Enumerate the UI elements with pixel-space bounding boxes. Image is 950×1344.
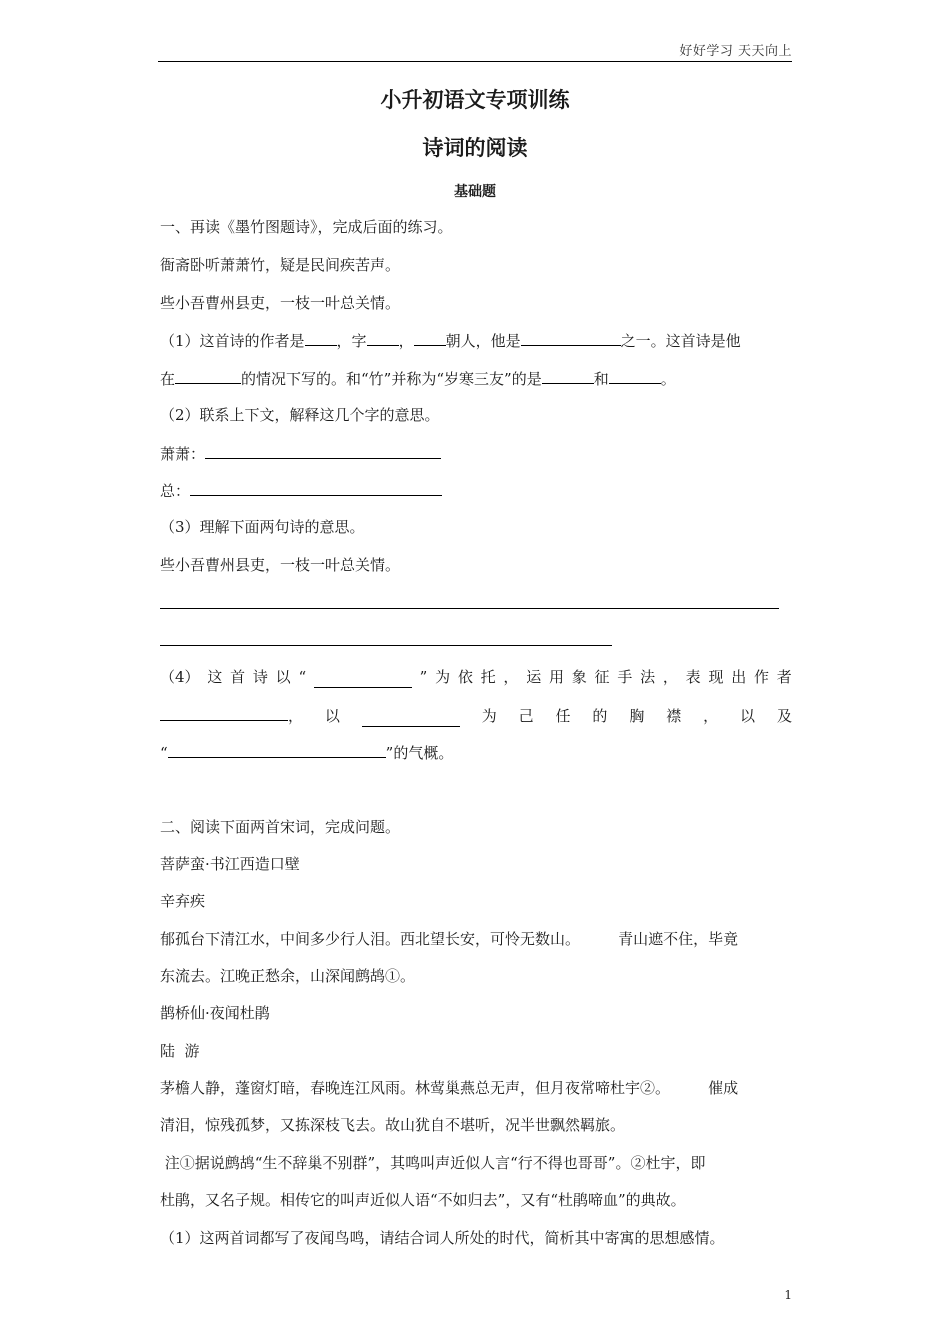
q1-part1-text-f: 在 xyxy=(160,370,176,388)
xiaoxiao-answer-blank[interactable] xyxy=(205,442,441,459)
p4-r8: 及 xyxy=(776,707,792,725)
q2-note-line-1: 注①据说鹧鸪“生不辞巢不别群”，其鸣叫声近似人言“行不得也哥哥”。②杜宇，即 xyxy=(160,1154,706,1172)
p4-r2: 任 xyxy=(555,707,571,725)
p4-r1: 己 xyxy=(518,707,534,725)
q1-part4-row1 xyxy=(160,666,792,688)
p4-v10: 法 xyxy=(640,668,656,686)
p4-v16: 者 xyxy=(776,668,792,686)
p4-v0: ” xyxy=(419,668,428,686)
p4-v5: 运 xyxy=(526,668,542,686)
p4-v14: 出 xyxy=(731,668,747,686)
p4-w4: 以 xyxy=(275,668,291,686)
section-title: 基础题 xyxy=(454,184,496,200)
q1-zong-row xyxy=(160,479,792,502)
p4-v9: 手 xyxy=(617,668,633,686)
q1-part1-text-i: 。 xyxy=(660,370,676,388)
answer-line-2[interactable] xyxy=(160,645,612,646)
q2-poem1-line-2: 东流去。江晚正愁余，山深闻鹧鸪①。 xyxy=(160,967,416,985)
q2-poem2-line-1: 茅檐人静，蓬窗灯暗，春晚连江风雨。林莺巢燕总无声，但月夜常啼杜宇②。 催成 xyxy=(160,1079,739,1097)
q1-part1-text-h: 和 xyxy=(593,370,609,388)
symbol-blank[interactable] xyxy=(314,671,412,688)
sub-title: 诗词的阅读 xyxy=(422,135,528,160)
p4-v3: 托 xyxy=(480,668,496,686)
p4-r3: 的 xyxy=(592,707,608,725)
q1-part1-row1 xyxy=(160,329,792,352)
header-rule xyxy=(158,61,792,62)
q1-part1-text-d: 朝人，他是 xyxy=(445,332,521,350)
q2-note-line-2: 杜鹃，又名子规。相传它的叫声近似人语“不如归去”，又有“杜鹃啼血”的典故。 xyxy=(160,1191,686,1209)
q1-intro: 一、再读《墨竹图题诗》，完成后面的练习。 xyxy=(160,218,453,236)
q1-part1-text-b: ，字 xyxy=(336,332,367,350)
p4-w0: （4） xyxy=(160,668,200,686)
p4-r0: 为 xyxy=(481,707,497,725)
situation-blank[interactable] xyxy=(175,367,241,384)
emotion-blank[interactable] xyxy=(160,704,288,721)
q2-poem2-author: 陆 游 xyxy=(160,1042,200,1060)
dynasty-blank[interactable] xyxy=(414,329,446,346)
q1-part1-text-c: ， xyxy=(398,332,414,350)
q2-poem1-author: 辛弃疾 xyxy=(160,892,206,910)
q1-part1-text-g: 的情况下写的。和“竹”并称为“岁寒三友”的是 xyxy=(241,370,542,388)
q2-part1: （1）这两首词都写了夜闻鸟鸣，请结合词人所处的时代，简析其中寄寓的思想感情。 xyxy=(160,1229,725,1247)
p4-v1: 为 xyxy=(435,668,451,686)
p4-row3-open: “ xyxy=(160,744,168,762)
q1-part4-row2 xyxy=(160,704,792,727)
q2-poem1-line-1: 郁孤台下清江水，中间多少行人泪。西北望长安，可怜无数山。 青山遮不住，毕竟 xyxy=(160,930,739,948)
q1-part1-text-a: （1）这首诗的作者是 xyxy=(160,332,305,350)
q1-poem-line-1: 衙斋卧听萧萧竹，疑是民间疾苦声。 xyxy=(160,256,401,274)
p4-r4: 胸 xyxy=(629,707,645,725)
header-motto: 好好学习 天天向上 xyxy=(679,44,792,59)
q1-part2: （2）联系上下文，解释这几个字的意思。 xyxy=(160,406,440,424)
q1-xiaoxiao-row xyxy=(160,442,792,465)
p4-r6: ， xyxy=(703,707,719,725)
courtesy-name-blank[interactable] xyxy=(367,329,399,346)
main-title: 小升初语文专项训练 xyxy=(380,87,570,112)
q2-intro: 二、阅读下面两首宋词，完成问题。 xyxy=(160,818,401,836)
p4-row2-start xyxy=(160,704,303,727)
xiaoxiao-label: 萧萧： xyxy=(160,445,206,463)
page-number: 1 xyxy=(784,1288,792,1302)
answer-line-1[interactable] xyxy=(160,608,779,609)
p4-v15: 作 xyxy=(754,668,770,686)
p4-w5: “ xyxy=(298,668,307,686)
p4-w1: 这 xyxy=(207,668,223,686)
p4-row2-comma: ， xyxy=(288,707,304,725)
p4-v11: ， xyxy=(662,668,678,686)
q2-poem2-title: 鹊桥仙·夜闻杜鹃 xyxy=(160,1004,270,1022)
p4-r7: 以 xyxy=(740,707,756,725)
p4-row3-close: ”的气概。 xyxy=(385,744,454,762)
q1-part1-text-e: 之一。这首诗是他 xyxy=(620,332,741,350)
zong-label: 总： xyxy=(160,482,191,500)
p4-w2: 首 xyxy=(230,668,246,686)
q1-part3-poem-line: 些小吾曹州县吏，一枝一叶总关情。 xyxy=(160,556,401,574)
q1-part4-row3 xyxy=(160,741,792,764)
duty-blank[interactable] xyxy=(362,710,460,727)
p4-r5: 襟 xyxy=(666,707,682,725)
q2-poem1-title: 菩萨蛮·书江西造口壁 xyxy=(160,855,300,873)
friend-blank-1[interactable] xyxy=(542,367,594,384)
p4-v4: ， xyxy=(503,668,519,686)
p4-v7: 象 xyxy=(571,668,587,686)
q1-part1-row2 xyxy=(160,367,792,390)
p4-v2: 依 xyxy=(457,668,473,686)
group-blank[interactable] xyxy=(521,329,621,346)
author-blank[interactable] xyxy=(305,329,337,346)
p4-v8: 征 xyxy=(594,668,610,686)
friend-blank-2[interactable] xyxy=(609,367,661,384)
q2-poem2-line-2: 清泪，惊残孤梦，又拣深枝飞去。故山犹自不堪听，况半世飘然羁旅。 xyxy=(160,1116,626,1134)
p4-row2-yi: 以 xyxy=(324,707,340,725)
spirit-blank[interactable] xyxy=(168,741,386,758)
p4-v12: 表 xyxy=(685,668,701,686)
p4-v13: 现 xyxy=(708,668,724,686)
q1-part3: （3）理解下面两句诗的意思。 xyxy=(160,518,365,536)
p4-v6: 用 xyxy=(548,668,564,686)
p4-w3: 诗 xyxy=(252,668,268,686)
q1-poem-line-2: 些小吾曹州县吏，一枝一叶总关情。 xyxy=(160,294,401,312)
zong-answer-blank[interactable] xyxy=(190,479,442,496)
